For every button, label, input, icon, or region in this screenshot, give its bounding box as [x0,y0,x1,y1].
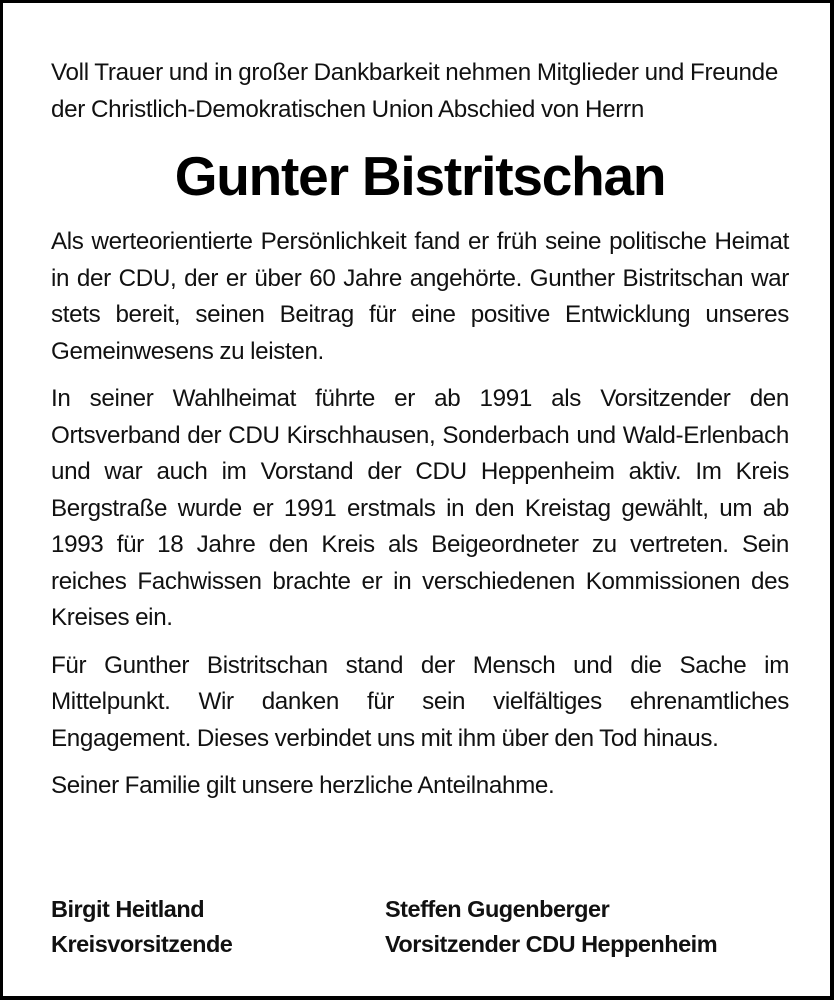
notice-body [51,55,789,805]
signature-block [51,892,789,962]
signatory-name: Birgit Heitland [51,896,205,922]
signatory-right [385,892,717,962]
signatory-role: Kreisvorsitzende [51,931,233,957]
paragraph-career: In seiner Wahlheimat führte er ab 1991 als Vorsitzender den Ortsverband der CDU Kirschhausen, Sonderbach und Wald-Erlenbach und war auch im Vorstand der CDU Heppenheim aktiv. Im Kreis Bergstraße wurde er 1991 erstmals in den Kreistag gewählt, um ab 1993 für 18 Jahre den Kreis als Beigeordneter zu vertreten. Sein reiches Fachwissen brachte er in verschiedenen Kommissionen des Kreises ein. [51,385,789,631]
paragraph-political-home: Als werteorientierte Persönlichkeit fand er früh seine politische Heimat in der CDU, der er über 60 Jahre angehörte. Gunther Bistritschan war stets bereit, seinen Beitrag für eine positive Entwicklung unseres Gemeinwesens zu leisten. [51,228,789,365]
paragraph-gratitude: Für Gunther Bistritschan stand der Mensch und die Sache im Mittelpunkt. Wir danken für sein vielfältiges ehrenamtliches Engagement. Dieses verbindet uns mit ihm über den Tod hinaus. [51,651,789,752]
signatory-role: Vorsitzender CDU Heppenheim [385,931,718,957]
intro-text: Voll Trauer und in großer Dankbarkeit nehmen Mitglieder und Freunde der Christlich-Demokratischen Union Abschied von Herrn [51,59,778,123]
closing-condolence: Seiner Familie gilt unsere herzliche Anteilnahme. [51,772,555,799]
deceased-name: Gunter Bistritschan [174,145,666,207]
signatory-name: Steffen Gugenberger [385,896,610,922]
signatory-left [51,892,385,962]
